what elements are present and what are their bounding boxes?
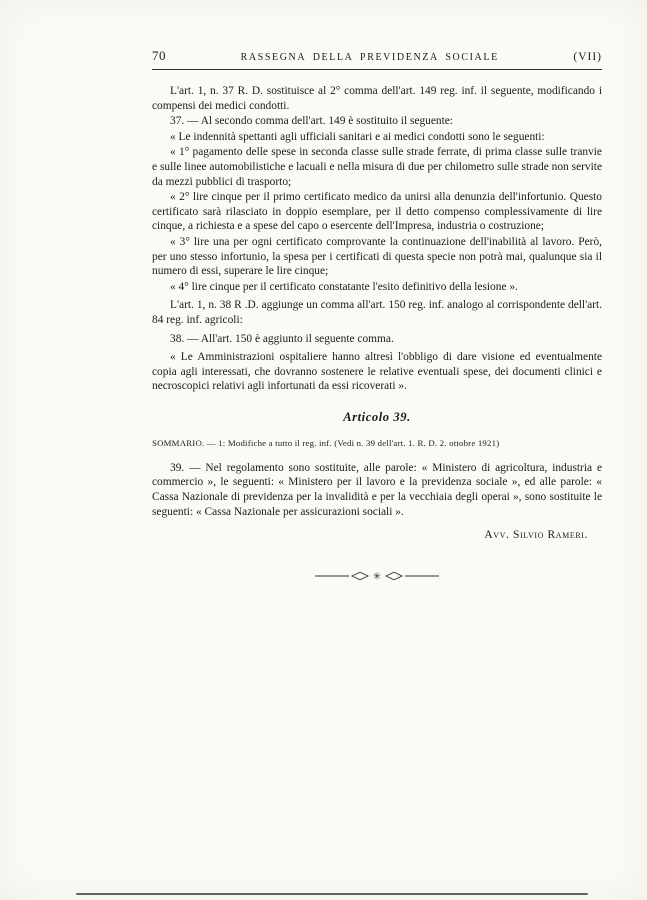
article-38-section — [152, 84, 602, 394]
paragraph: « 2° lire cinque per il primo certificato medico da unirsi alla denunzia dell'infortunio. Questo certificato sarà rilasciato in doppio esemplare, per il detto compenso complessivamente di lire cinque, a richiesta e a spese del capo o esercente dell'Impresa, industria o costruzione; — [152, 191, 602, 233]
article-heading: Articolo 39. — [343, 409, 411, 424]
running-head — [152, 48, 602, 69]
page-number: 70 — [152, 48, 166, 63]
paragraph: « 1° pagamento delle spese in seconda classe sulle strade ferrate, di prima classe sulle tranvie e sulle linee automobilistiche e lacuali e nella misura di due per chilometro sulle strade non servite da mezzi pubblici di trasporto; — [152, 146, 602, 188]
article-39-section — [152, 461, 602, 519]
journal-title: RASSEGNA DELLA PREVIDENZA SOCIALE — [240, 52, 499, 63]
paragraph: 39. — Nel regolamento sono sostituite, alle parole: « Ministero di agricoltura, industria e commercio », le seguenti: « Ministero per il lavoro e la previdenza sociale », ed alle parole: « Cassa Nazionale di previdenza per la invalidità e per la vecchiaia degli operai », sono sostituite le seguenti: « Cassa Nazionale per assicurazioni sociali ». — [152, 461, 602, 518]
paragraph: L'art. 1, n. 38 R .D. aggiunge un comma all'art. 150 reg. inf. analogo al corrispondente dell'art. 84 reg. inf. agricoli: — [152, 299, 602, 326]
paragraph: « 3° lire una per ogni certificato comprovante la continuazione dell'inabilità al lavoro. Però, per uno stesso infortunio, la spesa per i certificati di questa specie non potrà mai, qualunque sia il numero di essi, superare le lire cinque; — [152, 235, 602, 278]
ornament-divider-icon — [315, 569, 439, 583]
text-column — [152, 48, 602, 588]
header-rule — [152, 69, 602, 70]
issue-number: (VII) — [573, 51, 602, 63]
paragraph: « Le indennità spettanti agli ufficiali sanitari e ai medici condotti sono le seguenti: — [170, 130, 545, 143]
ornament-divider — [152, 569, 602, 588]
author-signature: Avv. Silvio Rameri. — [484, 529, 588, 542]
paragraph: « 4° lire cinque per il certificato constatante l'esito definitivo della lesione ». — [170, 280, 518, 293]
scan-edge-artifact — [76, 893, 588, 895]
svg-text:✳: ✳ — [372, 571, 382, 583]
sommario-line: SOMMARIO. — 1: Modifiche a tutto il reg. inf. (Vedi n. 39 dell'art. 1. R. D. 2. ottobre 1921) — [152, 437, 500, 448]
paragraph: 38. — All'art. 150 è aggiunto il seguente comma. — [170, 332, 394, 345]
paragraph: « Le Amministrazioni ospitaliere hanno altresì l'obbligo di dare visione ed eventualmente copia agli interessati, che dovranno sostenere le relative eventuali spese, dei documenti clinici e necroscopici relativi agli infortunati da essi ricoverati ». — [152, 351, 602, 393]
paragraph: L'art. 1, n. 37 R. D. sostituisce al 2° comma dell'art. 149 reg. inf. il seguente, modificando i compensi dei medici condotti. — [152, 85, 602, 112]
paragraph: 37. — Al secondo comma dell'art. 149 è sostituito il seguente: — [170, 115, 453, 128]
